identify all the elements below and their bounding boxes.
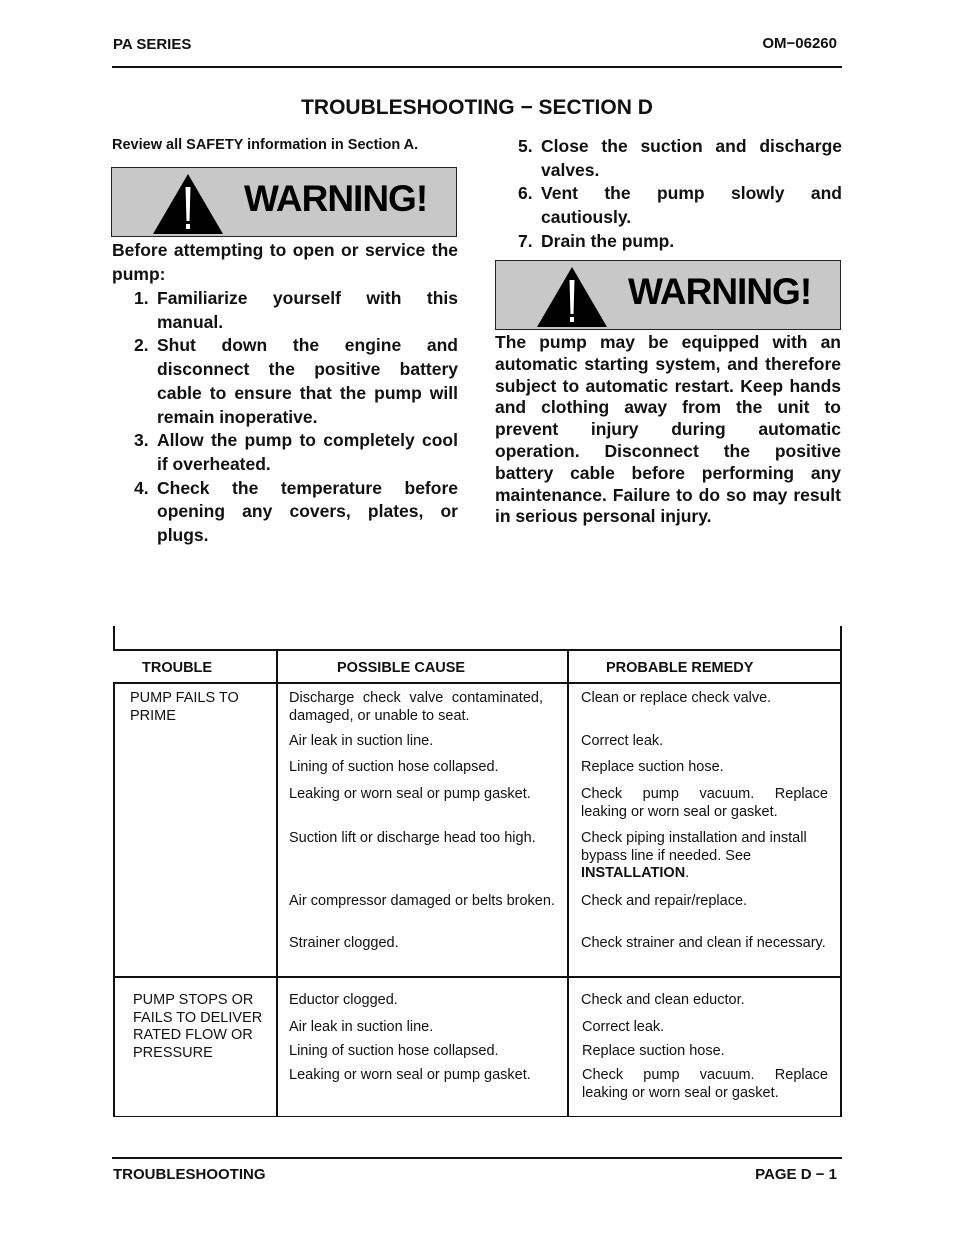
- step-number: 3.: [134, 430, 149, 451]
- remedy-cell: Check pump vacuum. Replace leaking or worn seal or gasket.: [582, 1067, 828, 1101]
- step-text: Vent the pump slowly and cautiously.: [541, 183, 842, 228]
- step-text: Shut down the engine and disconnect the positive battery cable to ensure that the pump will remain inoperative.: [157, 335, 458, 427]
- footer-rule: [112, 1157, 842, 1159]
- list-item: [518, 182, 842, 229]
- step-number: 5.: [518, 136, 533, 156]
- list-item: [134, 287, 458, 334]
- table-col-divider-2: [567, 649, 569, 1117]
- warning-triangle-icon: [152, 173, 224, 235]
- footer-section: TROUBLESHOOTING: [113, 1166, 266, 1183]
- table-header-top-rule: [113, 649, 841, 651]
- step-number: 1.: [134, 288, 149, 308]
- remedy-cell: Correct leak.: [581, 733, 664, 749]
- page-title: TROUBLESHOOTING − SECTION D: [301, 96, 653, 119]
- list-item: [518, 135, 842, 182]
- service-steps-right: [518, 135, 842, 254]
- header-doc-number: OM−06260: [762, 35, 837, 52]
- table-group-divider: [113, 976, 841, 978]
- warning-label: WARNING!: [244, 178, 428, 219]
- installation-reference: INSTALLATION: [581, 865, 686, 881]
- footer-page-number: PAGE D − 1: [755, 1166, 837, 1183]
- remedy-cell: Correct leak.: [582, 1019, 665, 1035]
- review-note: Review all SAFETY information in Section A.: [112, 137, 419, 153]
- header-rule: [112, 66, 842, 68]
- remedy-cell: Check strainer and clean if necessary.: [581, 935, 826, 951]
- cause-cell: Leaking or worn seal or pump gasket.: [289, 1067, 531, 1083]
- cause-cell: Leaking or worn seal or pump gasket.: [289, 786, 531, 802]
- list-item: [134, 429, 458, 476]
- before-service-text: Before attempting to open or service the pump:: [112, 240, 458, 284]
- column-header-trouble: TROUBLE: [142, 660, 213, 676]
- remedy-cell: Check and clean eductor.: [581, 992, 745, 1008]
- service-steps-left: [134, 287, 458, 548]
- cause-cell: Lining of suction hose collapsed.: [289, 759, 499, 775]
- warning-triangle-icon: [536, 266, 608, 328]
- cause-cell: Lining of suction hose collapsed.: [289, 1043, 499, 1059]
- table-right-border: [840, 626, 842, 1117]
- column-header-possible-cause: POSSIBLE CAUSE: [337, 660, 466, 676]
- trouble-pump-stops-or-fails: PUMP STOPS OR FAILS TO DELIVER RATED FLOW OR PRESSURE: [133, 992, 263, 1061]
- cause-cell: Suction lift or discharge head too high.: [289, 830, 536, 846]
- cause-cell: Discharge check valve contaminated, damaged, or unable to seat.: [289, 690, 543, 724]
- warning-banner-left: [111, 167, 457, 237]
- remedy-cell: Replace suction hose.: [582, 1043, 725, 1059]
- table-top-left-tick: [113, 626, 115, 650]
- remedy-cell: [581, 830, 833, 883]
- cause-cell: Strainer clogged.: [289, 935, 399, 951]
- auto-restart-warning-text: The pump may be equipped with an automatic starting system, and therefore subject to automatic restart. Keep hands and clothing away from the unit to prevent injury during automatic operation. Disconnect the positive battery cable before performing any maintenance. Failure to do so may result in serious personal injury.: [495, 332, 841, 527]
- list-item: [518, 230, 842, 254]
- cause-cell: Air leak in suction line.: [289, 733, 434, 749]
- step-number: 7.: [518, 230, 533, 251]
- remedy-cell: Clean or replace check valve.: [581, 690, 772, 706]
- table-col-divider-1: [276, 649, 278, 1117]
- cause-cell: Air leak in suction line.: [289, 1019, 434, 1035]
- table-header-bottom-rule: [113, 682, 841, 684]
- remedy-cell: Replace suction hose.: [581, 759, 724, 775]
- step-number: 2.: [134, 335, 149, 356]
- step-text: Allow the pump to completely cool if overheated.: [157, 430, 458, 474]
- table-left-border: [113, 682, 115, 1117]
- cause-cell: Air compressor damaged or belts broken.: [289, 893, 555, 909]
- cause-cell: Eductor clogged.: [289, 992, 398, 1008]
- step-number: 4.: [134, 477, 149, 498]
- table-bottom-rule: [113, 1116, 841, 1118]
- remedy-cell: Check and repair/replace.: [581, 893, 748, 909]
- header-series: PA SERIES: [113, 36, 192, 53]
- list-item: [134, 477, 458, 548]
- warning-banner-right: [495, 260, 841, 330]
- step-number: 6.: [518, 183, 533, 204]
- remedy-text: Check piping installation and install bypass line if needed. See: [581, 830, 807, 864]
- list-item: [134, 334, 458, 429]
- column-header-probable-remedy: PROBABLE REMEDY: [606, 660, 754, 676]
- step-text: Close the suction and discharge valves.: [541, 136, 842, 180]
- step-text: Drain the pump.: [541, 230, 675, 251]
- warning-label: WARNING!: [628, 271, 812, 312]
- trouble-pump-fails-to-prime: PUMP FAILS TO PRIME: [130, 690, 239, 724]
- step-text: Check the temperature before opening any covers, plates, or plugs.: [157, 477, 458, 546]
- step-text: Familiarize yourself with this manual.: [157, 288, 458, 332]
- remedy-text-end: .: [685, 865, 690, 881]
- remedy-cell: Check pump vacuum. Replace leaking or worn seal or gasket.: [581, 786, 828, 820]
